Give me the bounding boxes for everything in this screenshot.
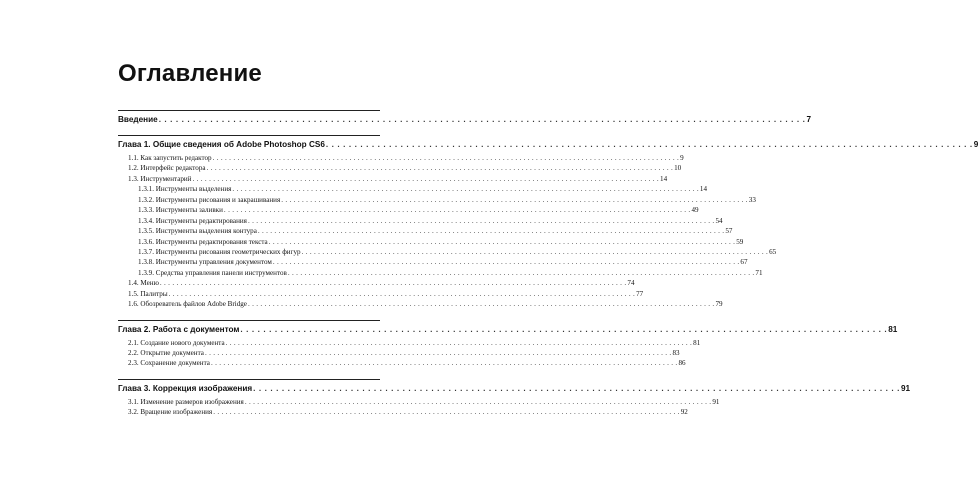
dot-leader: . . . . . . . . . . . . . . . . . . . . . . . . . . . . . . . . . . . . . . . . . . . . . . . . . . . . . . . . . . . . . . . . . . . . . . . . . . . . . . . . . . . . . . . . . . . . . . . . . . . . . . . . . . . . . . . . . bbox=[268, 237, 736, 246]
toc-section[interactable] bbox=[118, 358, 686, 368]
toc-chapter[interactable] bbox=[118, 383, 911, 394]
page-number: 65 bbox=[769, 247, 777, 256]
page-number: 83 bbox=[672, 349, 680, 357]
page-number: 10 bbox=[674, 164, 682, 173]
page-number: 77 bbox=[636, 289, 644, 298]
dot-leader: . . . . . . . . . . . . . . . . . . . . . . . . . . . . . . . . . . . . . . . . . . . . . . . . . . . . . . . . . . . . . . . . . . . . . . . . . . . . . . . . . . . . . . . . . . . . . . . . . . . . . . . . . . . . . . . . . bbox=[257, 227, 725, 236]
toc-section[interactable] bbox=[118, 163, 682, 173]
entry-title: 2.2. Открытие документа bbox=[128, 349, 204, 357]
entry-title: 1.3.6. Инструменты редактирования текста bbox=[138, 237, 268, 246]
toc-subsection[interactable] bbox=[118, 237, 744, 247]
entry-title: 1.3.7. Инструменты рисования геометрических фигур bbox=[138, 247, 301, 256]
dot-leader: . . . . . . . . . . . . . . . . . . . . . . . . . . . . . . . . . . . . . . . . . . . . . . . . . . . . . . . . . . . . . . . . . . . . . . . . . . . . . . . . . . . . . . . . . . . . . . . . . . . . . . . . . . . . . . . . . bbox=[247, 216, 715, 225]
entry-title: 1.3.3. Инструменты заливки bbox=[138, 206, 223, 215]
page-number: 9 bbox=[680, 154, 684, 162]
page-number: 49 bbox=[691, 206, 699, 215]
dot-leader: . . . . . . . . . . . . . . . . . . . . . . . . . . . . . . . . . . . . . . . . . . . . . . . . . . . . . . . . . . . . . . . . . . . . . . . . . . . . . . . . . . . . . . . . . . . . . . . . . . . . . . . . . . . . . . . . . bbox=[168, 289, 636, 298]
page-number: 92 bbox=[680, 408, 688, 417]
dot-leader: . . . . . . . . . . . . . . . . . . . . . . . . . . . . . . . . . . . . . . . . . . . . . . . . . . . . . . . . . . . . . . . . . . . . . . . . . . . . . . . . . . . . . . . . . . . . . . . . . . . . . . . . . . . . . . . . . bbox=[213, 408, 680, 417]
entry-title: 1.4. Меню bbox=[128, 279, 159, 288]
page-number: 59 bbox=[736, 237, 744, 246]
page-number: 86 bbox=[678, 359, 686, 368]
entry-title: 1.1. Как запустить редактор bbox=[128, 154, 212, 162]
dot-leader: . . . . . . . . . . . . . . . . . . . . . . . . . . . . . . . . . . . . . . . . . . . . . . . . . . . . . . . . . . . . . . . . . . . . . . . . . . . . . . . . . . . . . . . . . . . . . . . . . . . . . . . . . . . . . . . . . bbox=[247, 300, 715, 309]
page-number: 74 bbox=[627, 279, 635, 288]
entry-title: 1.3.8. Инструменты управления документом bbox=[138, 258, 272, 267]
dot-leader: . . . . . . . . . . . . . . . . . . . . . . . . . . . . . . . . . . . . . . . . . . . . . . . . . . . . . . . . . . . . . . . . . . . . . . . . . . . . . . . . . . . . . . . . . . . . . . . . . . . . . . . . . . . . . . . . . bbox=[204, 349, 672, 357]
page-number: 71 bbox=[755, 268, 763, 277]
page-number: 91 bbox=[712, 397, 720, 406]
page-number: 7 bbox=[806, 115, 812, 124]
entry-title: Глава 2. Работа с документом bbox=[118, 324, 240, 334]
toc-subsection[interactable] bbox=[118, 216, 723, 226]
dot-leader: . . . . . . . . . . . . . . . . . . . . . . . . . . . . . . . . . . . . . . . . . . . . . . . . . . . . . . . . . . . . . . . . . . . . . . . . . . . . . . . . . . . . . . . . . . . . . . . . . . . . . . . . . . . . . . . . . bbox=[225, 338, 693, 347]
toc-subsection[interactable] bbox=[118, 195, 756, 205]
dot-leader: . . . . . . . . . . . . . . . . . . . . . . . . . . . . . . . . . . . . . . . . . . . . . . . . . . . . . . . . . . . . . . . . . . . . . . . . . . . . . . . . . . . . . . . . . . . . . . . . . . . . . . . . . . . . . . . . . bbox=[272, 258, 740, 267]
entry-title: 1.5. Палитры bbox=[128, 289, 168, 298]
entry-title: 1.6. Обозреватель файлов Adobe Bridge bbox=[128, 300, 247, 309]
toc-section[interactable] bbox=[118, 338, 701, 348]
dot-leader: . . . . . . . . . . . . . . . . . . . . . . . . . . . . . . . . . . . . . . . . . . . . . . . . . . . . . . . . . . . . . . . . . . . . . . . . . . . . . . . . . . . . . . . . . . . . . . . . . . . . . . . . . . . . . . . . . bbox=[210, 359, 678, 368]
entry-title: 2.3. Сохранение документа bbox=[128, 359, 210, 368]
entry-title: Введение bbox=[118, 115, 158, 124]
toc-section[interactable] bbox=[118, 348, 680, 358]
toc-subsection[interactable] bbox=[118, 268, 763, 278]
toc-section[interactable] bbox=[118, 407, 688, 417]
page-number: 9 bbox=[973, 140, 978, 149]
toc-chapter[interactable] bbox=[118, 140, 978, 150]
page-number: 54 bbox=[715, 216, 723, 225]
entry-title: 3.2. Вращение изображения bbox=[128, 408, 213, 417]
page-number: 67 bbox=[740, 258, 748, 267]
dot-leader: . . . . . . . . . . . . . . . . . . . . . . . . . . . . . . . . . . . . . . . . . . . . . . . . . . . . . . . . . . . . . . . . . . . . . . . . . . . . . . . . . . . . . . . . . . . . . . . . . . . . . . . . . . . . . . . . . bbox=[287, 268, 755, 277]
dot-leader: . . . . . . . . . . . . . . . . . . . . . . . . . . . . . . . . . . . . . . . . . . . . . . . . . . . . . . . . . . . . . . . . . . . . . . . . . . . . . . . . . . . . . . . . . . . . . . . . . . . . . . . . . . . . . . . . . bbox=[206, 164, 674, 173]
page-number: 79 bbox=[715, 300, 723, 309]
entry-title: 1.3. Инструментарий bbox=[128, 174, 192, 183]
dot-leader: . . . . . . . . . . . . . . . . . . . . . . . . . . . . . . . . . . . . . . . . . . . . . . . . . . . . . . . . . . . . . . . . . . . . . . . . . . . . . . . . . . . . . . . . . . . . . . . . . . . . . . . . . . . . . . . . . bbox=[159, 279, 627, 288]
page-number: 81 bbox=[693, 338, 701, 347]
dot-leader: . . . . . . . . . . . . . . . . . . . . . . . . . . . . . . . . . . . . . . . . . . . . . . . . . . . . . . . . . . . . . . . . . . . . . . . . . . . . . . . . . . . . . . . . . . . . . . . . . . . . . . . . . . . . . . . . . bbox=[240, 324, 888, 334]
page-number: 14 bbox=[660, 174, 668, 183]
dot-leader: . . . . . . . . . . . . . . . . . . . . . . . . . . . . . . . . . . . . . . . . . . . . . . . . . . . . . . . . . . . . . . . . . . . . . . . . . . . . . . . . . . . . . . . . . . . . . . . . . . . . . . . . . . . . . . . . . bbox=[192, 174, 660, 183]
entry-title: Глава 3. Коррекция изображения bbox=[118, 383, 253, 393]
page-number: 91 bbox=[900, 383, 911, 393]
dot-leader: . . . . . . . . . . . . . . . . . . . . . . . . . . . . . . . . . . . . . . . . . . . . . . . . . . . . . . . . . . . . . . . . . . . . . . . . . . . . . . . . . . . . . . . . . . . . . . . . . . . . . . . . . . . . . . . . . bbox=[281, 195, 748, 204]
toc-chapter[interactable] bbox=[118, 324, 898, 335]
dot-leader: . . . . . . . . . . . . . . . . . . . . . . . . . . . . . . . . . . . . . . . . . . . . . . . . . . . . . . . . . . . . . . . . . . . . . . . . . . . . . . . . . . . . . . . . . . . . . . . . . . . . . . . . . . . . . . . . . bbox=[158, 115, 806, 124]
dot-leader: . . . . . . . . . . . . . . . . . . . . . . . . . . . . . . . . . . . . . . . . . . . . . . . . . . . . . . . . . . . . . . . . . . . . . . . . . . . . . . . . . . . . . . . . . . . . . . . . . . . . . . . . . . . . . . . . . bbox=[244, 397, 712, 406]
toc-intro[interactable] bbox=[118, 115, 812, 125]
toc-section[interactable] bbox=[118, 397, 720, 407]
dot-leader: . . . . . . . . . . . . . . . . . . . . . . . . . . . . . . . . . . . . . . . . . . . . . . . . . . . . . . . . . . . . . . . . . . . . . . . . . . . . . . . . . . . . . . . . . . . . . . . . . . . . . . . . . . . . . . . . . bbox=[212, 154, 680, 162]
toc-section[interactable] bbox=[118, 289, 644, 299]
page-number: 33 bbox=[748, 195, 756, 204]
dot-leader: . . . . . . . . . . . . . . . . . . . . . . . . . . . . . . . . . . . . . . . . . . . . . . . . . . . . . . . . . . . . . . . . . . . . . . . . . . . . . . . . . . . . . . . . . . . . . . . . . . . . . . . . . . . . . . . . . bbox=[253, 383, 900, 393]
toc-subsection[interactable] bbox=[118, 226, 733, 236]
table-of-contents bbox=[118, 110, 978, 428]
toc-section[interactable] bbox=[118, 153, 684, 163]
entry-title: 1.3.9. Средства управления панели инструментов bbox=[138, 268, 287, 277]
entry-title: 2.1. Создание нового документа bbox=[128, 338, 225, 347]
toc-section[interactable] bbox=[118, 299, 723, 309]
page-number: 81 bbox=[888, 324, 898, 334]
dot-leader: . . . . . . . . . . . . . . . . . . . . . . . . . . . . . . . . . . . . . . . . . . . . . . . . . . . . . . . . . . . . . . . . . . . . . . . . . . . . . . . . . . . . . . . . . . . . . . . . . . . . . . . . . . . . . . . . . bbox=[301, 247, 769, 256]
page-title: Оглавление bbox=[118, 60, 262, 87]
entry-title: 1.3.1. Инструменты выделения bbox=[138, 185, 232, 194]
toc-subsection[interactable] bbox=[118, 205, 699, 215]
toc-subsection[interactable] bbox=[118, 247, 777, 257]
entry-title: 1.3.2. Инструменты рисования и закрашивания bbox=[138, 195, 281, 204]
page-number: 57 bbox=[725, 227, 733, 236]
entry-title: 1.2. Интерфейс редактора bbox=[128, 164, 206, 173]
dot-leader: . . . . . . . . . . . . . . . . . . . . . . . . . . . . . . . . . . . . . . . . . . . . . . . . . . . . . . . . . . . . . . . . . . . . . . . . . . . . . . . . . . . . . . . . . . . . . . . . . . . . . . . . . . . . . . . . . bbox=[223, 206, 691, 215]
entry-title: 3.1. Изменение размеров изображения bbox=[128, 397, 244, 406]
toc-section[interactable] bbox=[118, 278, 635, 288]
toc-subsection[interactable] bbox=[118, 184, 708, 194]
entry-title: Глава 1. Общие сведения об Adobe Photoshop CS6 bbox=[118, 140, 325, 149]
page-number: 14 bbox=[699, 185, 708, 194]
toc-section[interactable] bbox=[118, 174, 668, 184]
entry-title: 1.3.5. Инструменты выделения контура bbox=[138, 227, 257, 236]
dot-leader: . . . . . . . . . . . . . . . . . . . . . . . . . . . . . . . . . . . . . . . . . . . . . . . . . . . . . . . . . . . . . . . . . . . . . . . . . . . . . . . . . . . . . . . . . . . . . . . . . . . . . . . . . . . . . . . . . bbox=[232, 185, 699, 194]
entry-title: 1.3.4. Инструменты редактирования bbox=[138, 216, 247, 225]
dot-leader: . . . . . . . . . . . . . . . . . . . . . . . . . . . . . . . . . . . . . . . . . . . . . . . . . . . . . . . . . . . . . . . . . . . . . . . . . . . . . . . . . . . . . . . . . . . . . . . . . . . . . . . . . . . . . . . . . bbox=[325, 140, 973, 149]
toc-subsection[interactable] bbox=[118, 257, 748, 267]
